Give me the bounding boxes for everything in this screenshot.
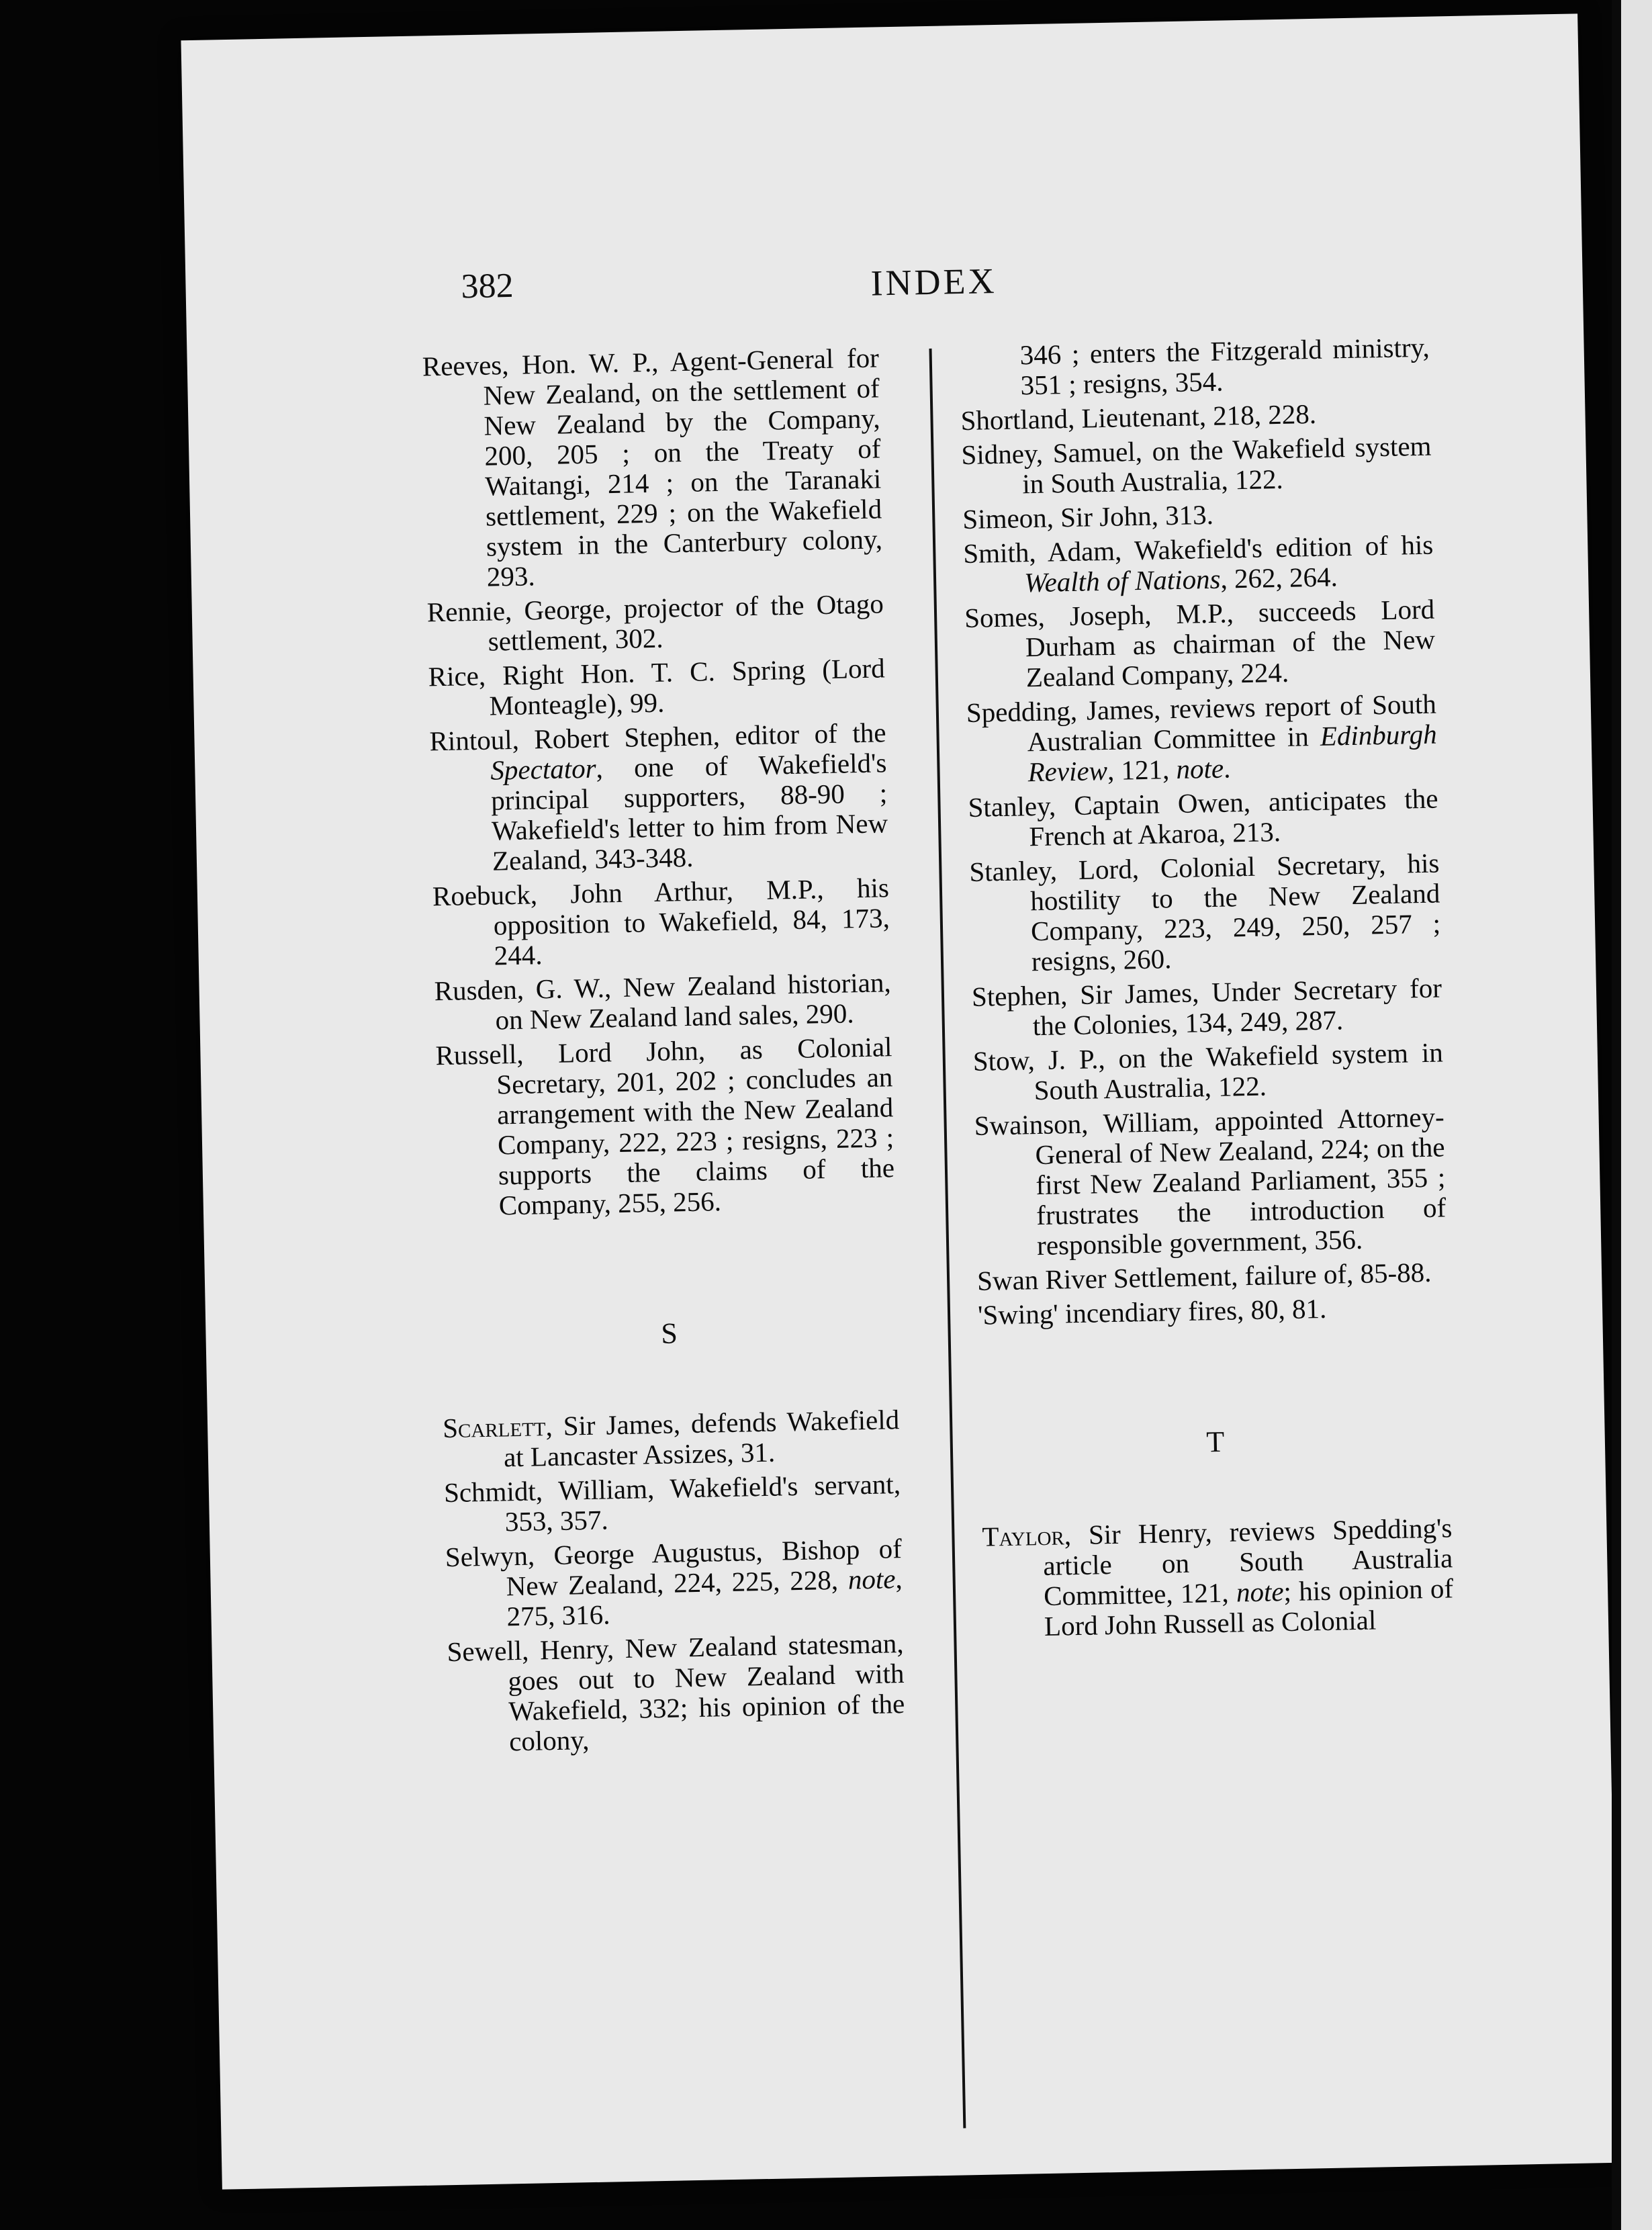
next-page-edge: [1612, 0, 1652, 2230]
index-entry: Smith, Adam, Wakefield's edition of his Wealth of Nations, 262, 264.: [962, 529, 1434, 598]
index-entry: Shortland, Lieutenant, 218, 228.: [960, 398, 1317, 437]
index-column-right: [959, 332, 1454, 1647]
index-entry: Taylor, Sir Henry, reviews Spedding's article on South Australia Committee, 121, note; his opinion of Lord John Russell as Colonial: [982, 1512, 1454, 1642]
index-entry: Rintoul, Robert Stephen, editor of the Spectator, one of Wakefield's principal supporters, 88-90 ; Wakefield's letter to him from New Zealand, 343-348.: [429, 717, 888, 877]
section-letter-s: S: [660, 1317, 678, 1350]
running-head: INDEX: [870, 261, 998, 304]
entry-body-smith: Wakefield's edition of his Wealth of Nations, 262, 264.: [1023, 529, 1434, 598]
index-column-left: [422, 343, 905, 1762]
book-page: [181, 13, 1618, 2189]
index-entry: Swainson, William, appointed Attorney-General of New Zealand, 224; on the first New Zealand Parliament, 355 ; frustrates the introduction of responsible government, 356.: [974, 1101, 1447, 1261]
index-entry: Simeon, Sir John, 313.: [962, 498, 1214, 535]
index-entry: Scarlett, Sir James, defends Wakefield at Lancaster Assizes, 31.: [442, 1404, 900, 1473]
entry-body-rintoul: editor of the Spectator, one of Wakefield's principal supporters, 88-90 ; Wakefield's letter to him from New Zealand, 343-348.: [490, 717, 888, 877]
entry-body-spedding: reviews report of South Australian Committee in Edinburgh Review, 121, note.: [1027, 688, 1438, 788]
index-entry: Selwyn, George Augustus, Bishop of New Zealand, 224, 225, 228, note, 275, 316.: [445, 1533, 903, 1632]
index-entry-continuation: 346 ; enters the Fitzgerald ministry, 351 ; resigns, 354.: [1019, 331, 1430, 401]
column-divider: [929, 349, 966, 2129]
index-entry: Schmidt, William, Wakefield's servant, 353, 357.: [443, 1468, 901, 1537]
index-entry: Roebuck, John Arthur, M.P., his opposition to Wakefield, 84, 173, 244.: [432, 872, 890, 971]
index-entry: Rusden, G. W., New Zealand historian, on New Zealand land sales, 290.: [434, 967, 892, 1036]
index-entry: Sewell, Henry, New Zealand statesman, goes out to New Zealand with Wakefield, 332; his opinion of the colony,: [447, 1627, 905, 1757]
index-entry: Stow, J. P., on the Wakefield system in South Australia, 122.: [972, 1036, 1444, 1106]
page-number: 382: [461, 266, 514, 306]
index-entry: Russell, Lord John, as Colonial Secretary, 201, 202 ; concludes an arrangement with the New Zealand Company, 222, 223 ; resigns, 223 ; supports the claims of the Company, 255, 256.: [435, 1031, 895, 1221]
index-entry: Rennie, George, projector of the Otago settlement, 302.: [426, 588, 884, 657]
index-entry: Sidney, Samuel, on the Wakefield system in South Australia, 122.: [961, 430, 1432, 500]
index-entry: Stanley, Lord, Colonial Secretary, his hostility to the New Zealand Company, 223, 249, 250, 257 ; resigns, 260.: [969, 847, 1441, 977]
section-letter-t: T: [1205, 1425, 1225, 1459]
index-entry: Stanley, Captain Owen, anticipates the French at Akaroa, 213.: [968, 783, 1438, 852]
index-entry: Spedding, James, reviews report of South Australian Committee in Edinburgh Review, 121, note.: [966, 688, 1438, 788]
index-entry: Stephen, Sir James, Under Secretary for the Colonies, 134, 249, 287.: [971, 972, 1442, 1042]
index-entry: Rice, Right Hon. T. C. Spring (Lord Monteagle), 99.: [428, 652, 886, 721]
entry-body-taylor: Sir Henry, reviews Spedding's article on South Australia Committee, 121, note; his opinion of Lord John Russell as Colonial: [1042, 1512, 1454, 1642]
index-entry: Reeves, Hon. W. P., Agent-General for New Zealand, on the settlement of New Zealand by the Company, 200, 205 ; on the Treaty of Waitangi, 214 ; on the Taranaki settlement, 229 ; on the Wakefield system in the Canterbury colony, 293.: [422, 342, 883, 592]
index-entry: Swan River Settlement, failure of, 85-88.: [976, 1256, 1432, 1296]
index-entry: Somes, Joseph, M.P., succeeds Lord Durham as chairman of the New Zealand Company, 224.: [964, 593, 1436, 693]
index-entry: 'Swing' incendiary fires, 80, 81.: [977, 1292, 1327, 1331]
entry-body-selwyn: Bishop of New Zealand, 224, 225, 228, note, 275, 316.: [506, 1533, 903, 1632]
